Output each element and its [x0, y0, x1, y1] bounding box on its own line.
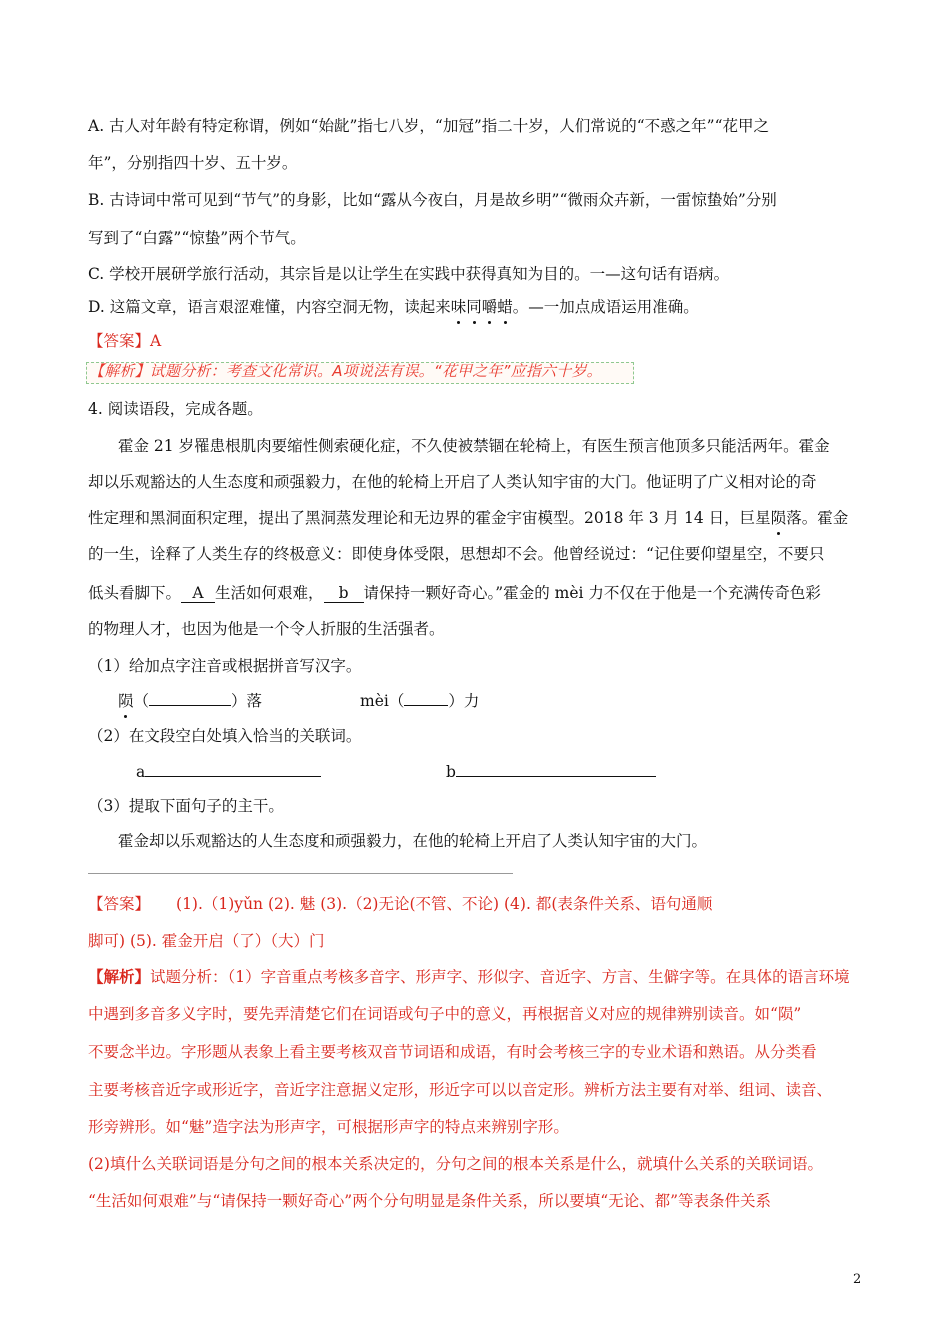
- q4-sub1-items: 陨（ ）落 mèi（ ）力: [118, 689, 479, 713]
- dotted-char: 蜡: [497, 295, 513, 319]
- q4-sub1-prompt: （1）给加点字注音或根据拼音写汉字。: [88, 657, 362, 675]
- q4-analysis-line1: 【解析】试题分析：（1）字音重点考核多音字、形声字、形似字、音近字、方言、生僻字等。在具体的语言环境: [88, 967, 850, 986]
- separator-line: [88, 873, 513, 874]
- q3-option-b-line2: 写到了“白露”“惊蛰”两个节气。: [88, 229, 306, 247]
- q4-para-line4: 的一生，诠释了人类生存的终极意义：即使身体受限，思想却不会。他曾经说过：“记住要仰望星空，不要只: [88, 545, 825, 563]
- q4-analysis-line5: 形旁辨形。如“魅”造字法为形声字，可根据形声字的特点来辨别字形。: [88, 1118, 569, 1136]
- q3-option-b-line1: B. 古诗词中常可见到“节气”的身影，比如“露从今夜白，月是故乡明”“微雨众卉新，一雷惊蛰始”分别: [88, 191, 777, 209]
- q4-sub3-prompt: （3）提取下面句子的主干。: [88, 797, 284, 815]
- q4-sub3-sentence: 霍金却以乐观豁达的人生态度和顽强毅力，在他的轮椅上开启了人类认知宇宙的大门。: [118, 832, 708, 850]
- blank-a[interactable]: A: [181, 584, 215, 603]
- q4-para-line2: 却以乐观豁达的人生态度和顽强毅力，在他的轮椅上开启了人类认知宇宙的大门。他证明了广义相对论的奇: [88, 473, 817, 491]
- q4-answer-line2: 脚可) (5). 霍金开启（了）（大）门: [88, 932, 325, 950]
- q4-para-line5: 低头看脚下。 A 生活如何艰难， b 请保持一颗好奇心。”霍金的 mèi 力不仅在于他是一个充满传奇色彩: [88, 584, 821, 602]
- q3-option-a-line2: 年”，分别指四十岁、五十岁。: [88, 154, 298, 172]
- q4-sub2-answer-b: b: [446, 760, 656, 784]
- dotted-char: 同: [466, 295, 482, 319]
- blank-b[interactable]: b: [324, 584, 364, 603]
- q4-sub2-prompt: （2）在文段空白处填入恰当的关联词。: [88, 727, 362, 745]
- q3-option-c: C. 学校开展研学旅行活动，其宗旨是以让学生在实践中获得真知为目的。一—这句话有语病。: [88, 265, 730, 283]
- q3-analysis-box: [86, 362, 634, 384]
- q4-analysis-line6: (2)填什么关联词语是分句之间的根本关系决定的，分句之间的根本关系是什么，就填什么关系的关联词语。: [88, 1155, 823, 1173]
- q4-title: 4. 阅读语段，完成各题。: [88, 400, 263, 418]
- q3-option-a-line1: A. 古人对年龄有特定称谓，例如“始龀”指七八岁，“加冠”指二十岁，人们常说的“不惑之年”“花甲之: [88, 117, 770, 135]
- q3-analysis: 【解析】试题分析：考查文化常识。A项说法有误。“花甲之年”应指六十岁。: [89, 362, 602, 380]
- q4-para-line3: 性定理和黑洞面积定理，提出了黑洞蒸发理论和无边界的霍金宇宙模型。2018 年 3 月 14 日，巨星陨落。霍金: [88, 506, 848, 530]
- q4-analysis-line2: 中遇到多音多义字时，要先弄清楚它们在词语或句子中的意义，再根据音义对应的规律辨别读音。如“陨”: [88, 1005, 802, 1023]
- dotted-char: 陨: [118, 689, 134, 713]
- q4-analysis-line7: “生活如何艰难”与“请保持一颗好奇心”两个分句明显是条件关系，所以要填“无论、都”等表条件关系: [88, 1192, 772, 1210]
- answer-b-line[interactable]: [456, 776, 656, 777]
- dotted-char: 陨: [771, 506, 787, 530]
- q4-sub2-answer-a: a: [136, 760, 321, 784]
- q4-para-line1: 霍金 21 岁罹患根肌肉要缩性侧索硬化症，不久使被禁锢在轮椅上，有医生预言他顶多只能活两年。霍金: [118, 437, 830, 455]
- q4-para-line6: 的物理人才，也因为他是一个令人折服的生活强者。: [88, 620, 445, 638]
- dotted-char: 嚼: [482, 295, 498, 319]
- dotted-char: 味: [451, 295, 467, 319]
- q3-option-d: D. 这篇文章，语言艰涩难懂，内容空洞无物，读起来味同嚼蜡。—一加点成语运用准确。: [88, 295, 699, 319]
- answer-a-line[interactable]: [145, 776, 321, 777]
- q3-answer: 【答案】A: [88, 332, 162, 350]
- character-blank[interactable]: [404, 705, 448, 706]
- q4-answer-line1: 【答案】 (1).（1)yǔn (2). 魅 (3).（2)无论(不管、不论) (4). 都(表条件关系、语句通顺: [88, 895, 713, 913]
- q4-analysis-line4: 主要考核音近字或形近字，音近字注意据义定形，形近字可以以音定形。辨析方法主要有对举、组词、读音、: [88, 1081, 833, 1099]
- page-number: 2: [853, 1272, 862, 1287]
- q4-analysis-line3: 不要念半边。字形题从表象上看主要考核双音节词语和成语，有时会考核三字的专业术语和熟语。从分类看: [88, 1043, 817, 1061]
- pinyin-blank[interactable]: [149, 705, 231, 706]
